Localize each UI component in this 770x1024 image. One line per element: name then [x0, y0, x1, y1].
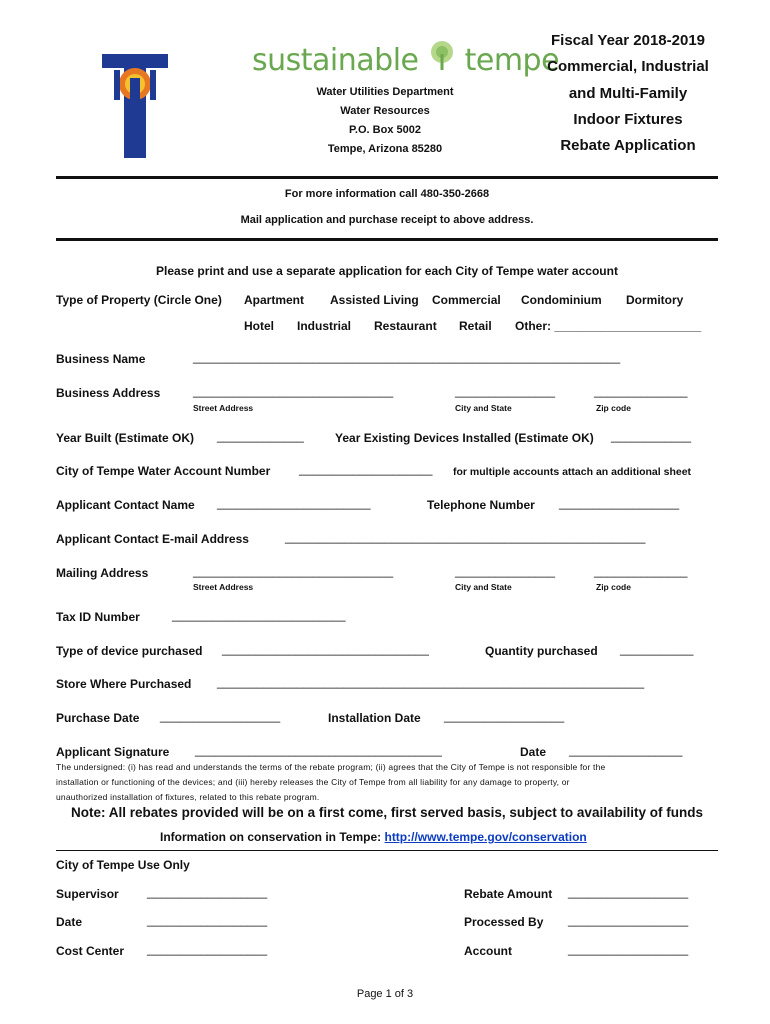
conservation-label: Information on conservation in Tempe: [160, 830, 382, 844]
store-label: Store Where Purchased [56, 677, 192, 691]
property-option-dormitory[interactable]: Dormitory [626, 293, 684, 307]
rebate-amount-field[interactable]: __________________ [568, 885, 689, 899]
property-option-commercial[interactable]: Commercial [432, 293, 501, 307]
install-date-field[interactable]: __________________ [444, 709, 565, 723]
business-city-field[interactable]: _______________ [455, 384, 556, 398]
title-line-4: Indoor Fixtures [573, 111, 683, 128]
zip-caption: Zip code [596, 403, 631, 413]
year-existing-label: Year Existing Devices Installed (Estimate OK) [335, 431, 594, 445]
conservation-link[interactable]: http://www.tempe.gov/conservation [384, 830, 587, 844]
mailing-zip-caption: Zip code [596, 582, 631, 592]
street-address-caption: Street Address [193, 403, 254, 413]
tempe-t-sun-icon [100, 48, 170, 158]
device-type-field[interactable]: _______________________________ [222, 642, 429, 656]
property-option-assisted-living[interactable]: Assisted Living [330, 293, 419, 307]
info-phone: For more information call 480-350-2668 [284, 188, 490, 200]
disclaimer-line-2: installation or functioning of the devices; and (iii) hereby releases the City of Tempe from all liability for any damage to property, or [56, 777, 570, 787]
property-option-hotel[interactable]: Hotel [244, 319, 274, 333]
quantity-label: Quantity purchased [485, 644, 598, 658]
divider-office [56, 850, 718, 851]
property-option-apartment[interactable]: Apartment [244, 293, 305, 307]
address-line-2: Water Resources [340, 105, 430, 117]
processed-by-label: Processed By [464, 915, 544, 929]
contact-name-field[interactable]: _______________________ [217, 496, 371, 510]
address-line-4: Tempe, Arizona 85280 [327, 143, 443, 155]
business-name-label: Business Name [56, 352, 146, 366]
divider-mid [56, 238, 718, 241]
account-label: Account [464, 944, 512, 958]
brand-right: tempe [464, 43, 560, 78]
availability-note: Note: All rebates provided will be on a first come, first served basis, subject to availability of funds [71, 805, 703, 820]
page-number: Page 1 of 3 [356, 988, 414, 1000]
property-option-retail[interactable]: Retail [459, 319, 492, 333]
cost-center-label: Cost Center [56, 944, 125, 958]
year-built-field[interactable]: _____________ [217, 429, 304, 443]
address-line-1: Water Utilities Department [316, 86, 454, 98]
telephone-field[interactable]: __________________ [559, 496, 680, 510]
instructions: Please print and use a separate application for each City of Tempe water account [156, 264, 618, 278]
business-name-field[interactable]: ________________________________________________________________ [193, 350, 621, 364]
city-state-caption: City and State [455, 403, 512, 413]
store-field[interactable]: ________________________________________________________________ [217, 675, 645, 689]
property-option-condominium[interactable]: Condominium [521, 293, 602, 307]
signature-date-field[interactable]: _________________ [569, 743, 683, 757]
office-heading: City of Tempe Use Only [56, 858, 190, 872]
brand-left: sustainable [252, 43, 419, 78]
email-label: Applicant Contact E-mail Address [56, 532, 249, 546]
contact-name-label: Applicant Contact Name [56, 498, 195, 512]
install-date-label: Installation Date [328, 711, 421, 725]
signature-field[interactable]: _____________________________________ [195, 743, 442, 757]
property-option-restaurant[interactable]: Restaurant [374, 319, 437, 333]
divider-top [56, 176, 718, 179]
purchase-date-field[interactable]: __________________ [160, 709, 281, 723]
brand-logo [252, 40, 559, 78]
office-date-label: Date [56, 915, 83, 929]
title-line-5: Rebate Application [560, 137, 696, 154]
mailing-zip-field[interactable]: ______________ [594, 564, 688, 578]
account-number-field[interactable]: ____________________ [299, 462, 433, 476]
purchase-date-label: Purchase Date [56, 711, 140, 725]
signature-date-label: Date [520, 745, 547, 759]
info-mail: Mail application and purchase receipt to above address. [240, 214, 534, 226]
account-note: for multiple accounts attach an additional sheet [453, 466, 692, 478]
title-line-3: and Multi-Family [568, 85, 688, 102]
office-date-field[interactable]: __________________ [147, 913, 268, 927]
quantity-field[interactable]: ___________ [620, 642, 694, 656]
tree-leaf-icon [428, 40, 456, 68]
property-option-industrial[interactable]: Industrial [297, 319, 352, 333]
business-zip-field[interactable]: ______________ [594, 384, 688, 398]
mailing-address-label: Mailing Address [56, 566, 149, 580]
device-type-label: Type of device purchased [56, 644, 203, 658]
mailing-street-field[interactable]: ______________________________ [193, 564, 394, 578]
account-number-label: City of Tempe Water Account Number [56, 464, 271, 478]
business-street-field[interactable]: ______________________________ [193, 384, 394, 398]
account-field[interactable]: __________________ [568, 942, 689, 956]
telephone-label: Telephone Number [427, 498, 535, 512]
disclaimer-line-1: The undersigned: (i) has read and understands the terms of the rebate program; (ii) agrees that the City of Tempe is not responsible for the [56, 762, 606, 772]
mailing-city-field[interactable]: _______________ [455, 564, 556, 578]
conservation-info [160, 830, 587, 844]
mailing-city-caption: City and State [455, 582, 512, 592]
supervisor-field[interactable]: __________________ [147, 885, 268, 899]
tax-id-label: Tax ID Number [56, 610, 140, 624]
signature-label: Applicant Signature [56, 745, 170, 759]
rebate-amount-label: Rebate Amount [464, 887, 553, 901]
year-built-label: Year Built (Estimate OK) [56, 431, 195, 445]
email-field[interactable]: ______________________________________________________ [285, 530, 646, 544]
processed-by-field[interactable]: __________________ [568, 913, 689, 927]
property-option-other[interactable]: Other: ______________________ [515, 319, 702, 333]
address-line-3: P.O. Box 5002 [349, 124, 421, 136]
business-address-label: Business Address [56, 386, 161, 400]
cost-center-field[interactable]: __________________ [147, 942, 268, 956]
property-type-label: Type of Property (Circle One) [56, 293, 222, 307]
tax-id-field[interactable]: __________________________ [172, 608, 346, 622]
disclaimer-line-3: unauthorized installation of fixtures, related to this rebate program. [56, 792, 320, 802]
title-line-2: Commercial, Industrial [547, 58, 709, 75]
supervisor-label: Supervisor [56, 887, 119, 901]
year-existing-field[interactable]: ____________ [611, 429, 692, 443]
title-line-1: Fiscal Year 2018-2019 [550, 32, 706, 49]
mailing-street-caption: Street Address [193, 582, 254, 592]
